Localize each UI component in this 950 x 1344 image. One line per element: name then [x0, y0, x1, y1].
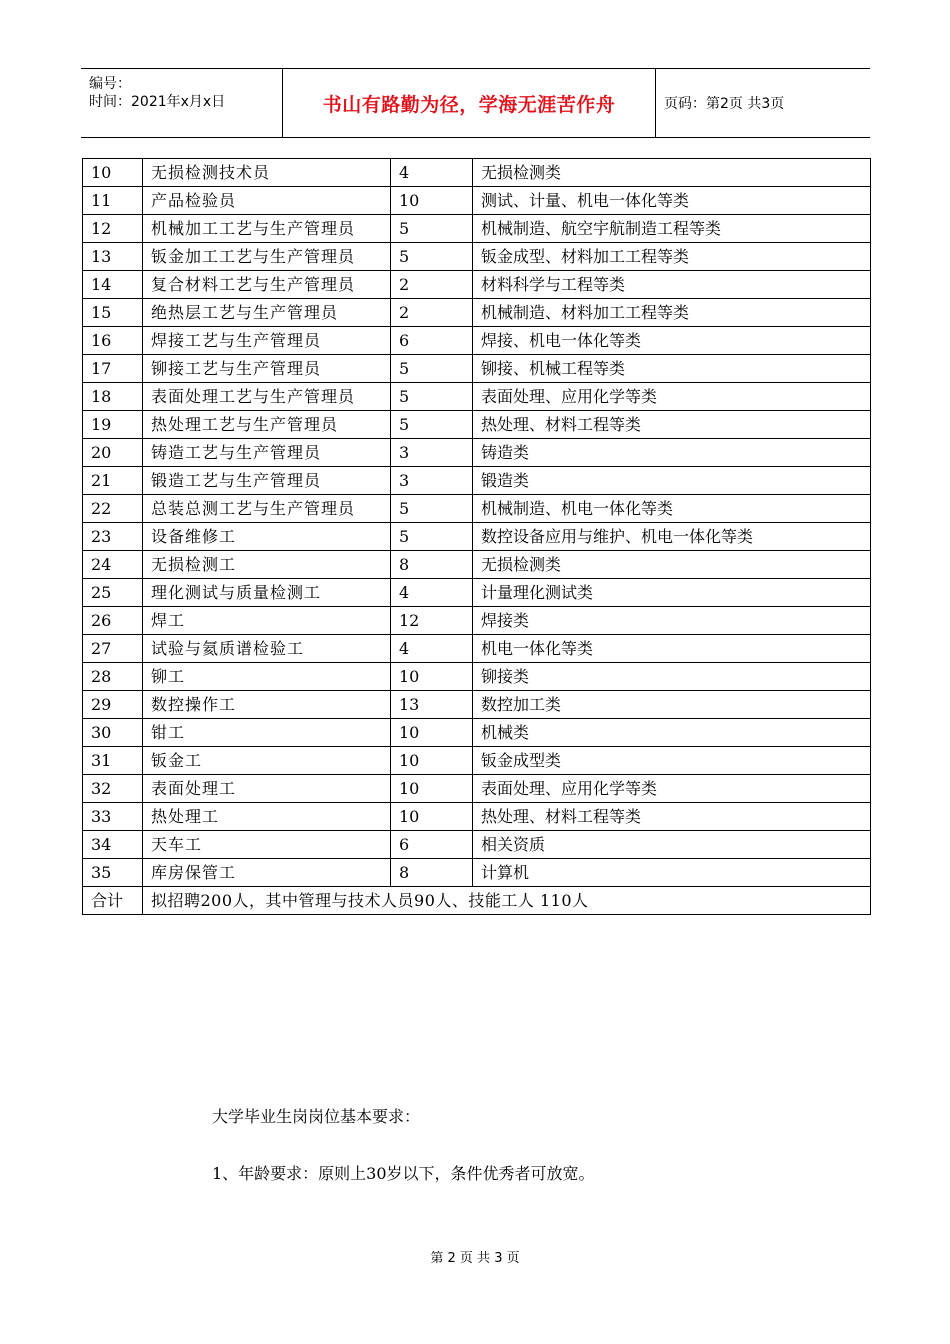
row-major: 铆接、机械工程等类	[473, 355, 871, 383]
row-major: 钣金成型、材料加工工程等类	[473, 243, 871, 271]
row-number: 13	[83, 243, 143, 271]
row-position: 锻造工艺与生产管理员	[143, 467, 391, 495]
row-position: 钳工	[143, 719, 391, 747]
table-row	[83, 495, 871, 523]
table-row	[83, 719, 871, 747]
table-row	[83, 411, 871, 439]
row-number: 15	[83, 299, 143, 327]
table-row	[83, 775, 871, 803]
row-count: 3	[391, 439, 473, 467]
row-major: 焊接、机电一体化等类	[473, 327, 871, 355]
row-number: 24	[83, 551, 143, 579]
row-major: 机械制造、材料加工工程等类	[473, 299, 871, 327]
row-major: 相关资质	[473, 831, 871, 859]
row-count: 2	[391, 271, 473, 299]
page-label-text: 页码：第2页 共3页	[664, 96, 785, 112]
row-major: 计量理化测试类	[473, 579, 871, 607]
motto-text: 书山有路勤为径，学海无涯苦作舟	[322, 93, 616, 116]
total-summary: 拟招聘200人，其中管理与技术人员90人、技能工人 110人	[143, 887, 871, 915]
row-number: 27	[83, 635, 143, 663]
row-number: 10	[83, 159, 143, 187]
row-count: 4	[391, 579, 473, 607]
row-major: 机械制造、机电一体化等类	[473, 495, 871, 523]
row-position: 数控操作工	[143, 691, 391, 719]
table-row	[83, 551, 871, 579]
row-count: 2	[391, 299, 473, 327]
table-total-row	[83, 887, 871, 915]
table-row	[83, 215, 871, 243]
row-number: 32	[83, 775, 143, 803]
table-row	[83, 579, 871, 607]
row-number: 16	[83, 327, 143, 355]
table-row	[83, 859, 871, 887]
row-position: 设备维修工	[143, 523, 391, 551]
row-number: 18	[83, 383, 143, 411]
row-number: 30	[83, 719, 143, 747]
row-major: 铆接类	[473, 663, 871, 691]
table-row	[83, 243, 871, 271]
row-major: 机械制造、航空宇航制造工程等类	[473, 215, 871, 243]
table-row	[83, 439, 871, 467]
row-position: 复合材料工艺与生产管理员	[143, 271, 391, 299]
row-count: 10	[391, 187, 473, 215]
row-number: 33	[83, 803, 143, 831]
row-count: 12	[391, 607, 473, 635]
row-count: 6	[391, 831, 473, 859]
row-count: 5	[391, 383, 473, 411]
row-number: 22	[83, 495, 143, 523]
row-count: 10	[391, 719, 473, 747]
row-position: 无损检测技术员	[143, 159, 391, 187]
row-position: 库房保管工	[143, 859, 391, 887]
table-row	[83, 747, 871, 775]
row-count: 5	[391, 215, 473, 243]
date-label: 时间：2021年x月x日	[89, 94, 226, 110]
row-position: 天车工	[143, 831, 391, 859]
row-position: 热处理工	[143, 803, 391, 831]
row-position: 钣金工	[143, 747, 391, 775]
requirements-heading: 大学毕业生岗岗位基本要求：	[212, 1107, 421, 1126]
row-major: 表面处理、应用化学等类	[473, 775, 871, 803]
row-count: 5	[391, 523, 473, 551]
row-number: 29	[83, 691, 143, 719]
row-number: 21	[83, 467, 143, 495]
table-row	[83, 271, 871, 299]
header-meta	[81, 69, 283, 137]
row-major: 计算机	[473, 859, 871, 887]
row-position: 铸造工艺与生产管理员	[143, 439, 391, 467]
row-major: 铸造类	[473, 439, 871, 467]
row-number: 31	[83, 747, 143, 775]
row-major: 数控设备应用与维护、机电一体化等类	[473, 523, 871, 551]
row-major: 表面处理、应用化学等类	[473, 383, 871, 411]
row-count: 5	[391, 355, 473, 383]
page-footer: 第 2 页 共 3 页	[430, 1251, 520, 1266]
row-number: 12	[83, 215, 143, 243]
header-motto	[283, 69, 656, 137]
table-row	[83, 691, 871, 719]
row-position: 钣金加工工艺与生产管理员	[143, 243, 391, 271]
recruitment-table-body	[83, 159, 871, 915]
row-count: 6	[391, 327, 473, 355]
table-row	[83, 299, 871, 327]
row-position: 绝热层工艺与生产管理员	[143, 299, 391, 327]
row-major: 数控加工类	[473, 691, 871, 719]
row-major: 机械类	[473, 719, 871, 747]
table-row	[83, 467, 871, 495]
row-number: 23	[83, 523, 143, 551]
row-position: 焊接工艺与生产管理员	[143, 327, 391, 355]
recruitment-table	[82, 158, 871, 915]
total-label: 合计	[83, 887, 143, 915]
row-major: 焊接类	[473, 607, 871, 635]
row-number: 25	[83, 579, 143, 607]
row-count: 5	[391, 243, 473, 271]
row-number: 20	[83, 439, 143, 467]
row-count: 8	[391, 859, 473, 887]
table-row	[83, 831, 871, 859]
row-position: 热处理工艺与生产管理员	[143, 411, 391, 439]
row-major: 热处理、材料工程等类	[473, 411, 871, 439]
row-position: 总装总测工艺与生产管理员	[143, 495, 391, 523]
row-position: 表面处理工	[143, 775, 391, 803]
row-major: 机电一体化等类	[473, 635, 871, 663]
row-position: 铆工	[143, 663, 391, 691]
row-count: 5	[391, 495, 473, 523]
row-number: 28	[83, 663, 143, 691]
row-count: 8	[391, 551, 473, 579]
row-number: 34	[83, 831, 143, 859]
row-number: 35	[83, 859, 143, 887]
row-number: 19	[83, 411, 143, 439]
row-major: 钣金成型类	[473, 747, 871, 775]
row-major: 无损检测类	[473, 551, 871, 579]
code-label: 编号：	[89, 76, 131, 92]
row-count: 10	[391, 803, 473, 831]
requirement-item-1: 1、年龄要求：原则上30岁以下，条件优秀者可放宽。	[212, 1164, 595, 1183]
row-position: 产品检验员	[143, 187, 391, 215]
row-count: 13	[391, 691, 473, 719]
row-count: 4	[391, 635, 473, 663]
table-row	[83, 355, 871, 383]
row-major: 热处理、材料工程等类	[473, 803, 871, 831]
row-count: 5	[391, 411, 473, 439]
row-major: 测试、计量、机电一体化等类	[473, 187, 871, 215]
row-count: 4	[391, 159, 473, 187]
row-position: 铆接工艺与生产管理员	[143, 355, 391, 383]
row-position: 机械加工工艺与生产管理员	[143, 215, 391, 243]
page-header	[81, 68, 870, 138]
row-major: 材料科学与工程等类	[473, 271, 871, 299]
table-row	[83, 383, 871, 411]
row-number: 26	[83, 607, 143, 635]
row-position: 焊工	[143, 607, 391, 635]
row-count: 3	[391, 467, 473, 495]
table-row	[83, 327, 871, 355]
row-count: 10	[391, 663, 473, 691]
row-major: 无损检测类	[473, 159, 871, 187]
header-page-label	[664, 69, 870, 137]
row-position: 表面处理工艺与生产管理员	[143, 383, 391, 411]
table-row	[83, 159, 871, 187]
row-position: 理化测试与质量检测工	[143, 579, 391, 607]
row-number: 17	[83, 355, 143, 383]
row-count: 10	[391, 775, 473, 803]
table-row	[83, 187, 871, 215]
row-major: 锻造类	[473, 467, 871, 495]
row-count: 10	[391, 747, 473, 775]
table-row	[83, 663, 871, 691]
table-row	[83, 635, 871, 663]
table-row	[83, 523, 871, 551]
row-number: 14	[83, 271, 143, 299]
row-position: 试验与氦质谱检验工	[143, 635, 391, 663]
table-row	[83, 803, 871, 831]
row-position: 无损检测工	[143, 551, 391, 579]
table-row	[83, 607, 871, 635]
row-number: 11	[83, 187, 143, 215]
